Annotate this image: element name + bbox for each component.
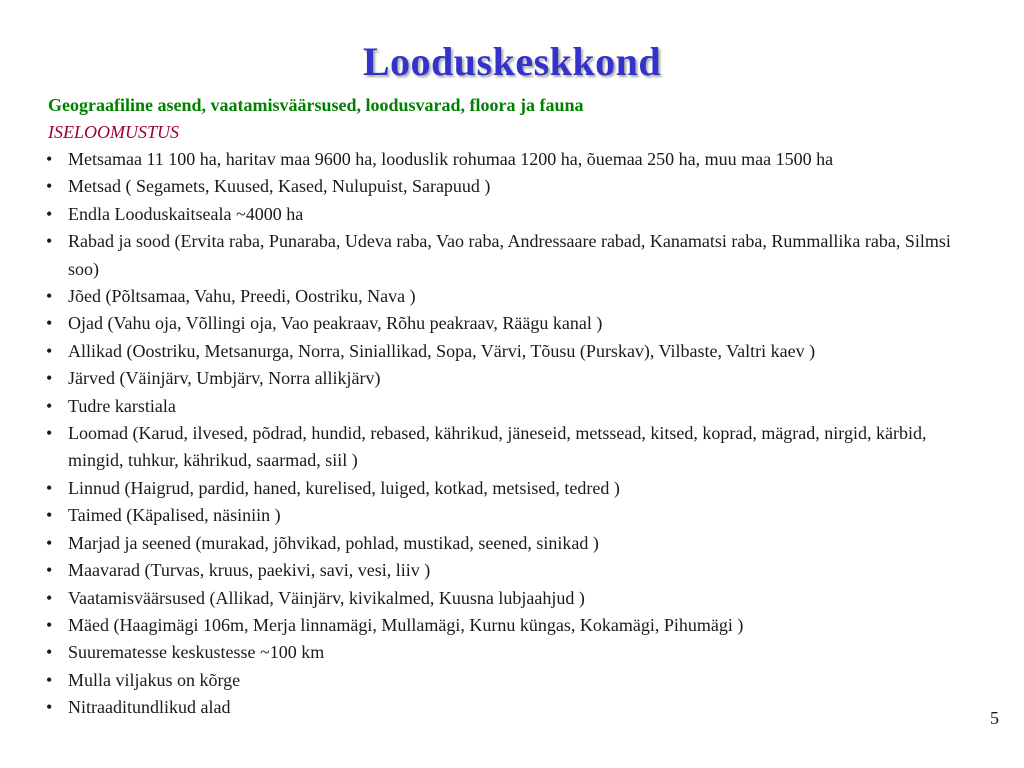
bullet-icon: • xyxy=(46,587,53,608)
bullet-text: Metsamaa 11 100 ha, haritav maa 9600 ha, looduslik rohumaa 1200 ha, õuemaa 250 ha, muu maa 1500 ha xyxy=(68,149,834,169)
bullet-item xyxy=(46,146,976,173)
bullet-text: Linnud (Haigrud, pardid, haned, kurelised, luiged, kotkad, metsised, tedred ) xyxy=(68,477,620,498)
bullet-item xyxy=(46,475,976,502)
page-number: 5 xyxy=(990,708,999,728)
bullet-icon: • xyxy=(46,477,53,498)
bullet-icon: • xyxy=(46,149,53,169)
bullet-item xyxy=(46,612,976,639)
bullet-icon: • xyxy=(46,614,53,635)
section-heading: ISELOOMUSTUS xyxy=(48,122,180,142)
bullet-item xyxy=(46,228,976,283)
bullet-item xyxy=(46,310,976,337)
bullet-icon: • xyxy=(46,313,53,334)
bullet-text: Mulla viljakus on kõrge xyxy=(68,669,241,690)
slide-title: Looduskeskkond xyxy=(362,39,662,84)
bullet-item xyxy=(46,667,976,694)
bullet-icon: • xyxy=(46,340,53,361)
bullet-icon: • xyxy=(46,231,53,252)
bullet-item xyxy=(46,557,976,584)
bullet-text: Mäed (Haagimägi 106m, Merja linnamägi, Mullamägi, Kurnu küngas, Kokamägi, Pihumägi ) xyxy=(68,614,744,635)
bullet-text: Marjad ja seened (murakad, jõhvikad, pohlad, mustikad, seened, sinikad ) xyxy=(68,532,599,553)
bullet-icon: • xyxy=(46,368,53,389)
bullet-item xyxy=(46,173,976,200)
bullet-text: Tudre karstiala xyxy=(68,395,176,416)
bullet-icon: • xyxy=(46,532,53,553)
bullet-item xyxy=(46,639,976,666)
bullet-icon: • xyxy=(46,203,53,224)
bullet-text: Järved (Väinjärv, Umbjärv, Norra allikjärv) xyxy=(68,368,381,389)
bullet-icon: • xyxy=(46,697,53,718)
bullet-icon: • xyxy=(46,505,53,526)
bullet-item xyxy=(46,201,976,228)
bullet-text: Metsad ( Segamets, Kuused, Kased, Nulupuist, Sarapuud ) xyxy=(68,176,491,197)
bullet-item xyxy=(46,283,976,310)
bullet-text: Endla Looduskaitseala ~4000 ha xyxy=(68,203,304,224)
bullet-text: Jõed (Põltsamaa, Vahu, Preedi, Oostriku, Nava ) xyxy=(68,286,416,307)
bullet-icon: • xyxy=(46,560,53,581)
bullet-item xyxy=(46,338,976,365)
bullet-text: Maavarad (Turvas, kruus, paekivi, savi, vesi, liiv ) xyxy=(68,560,431,581)
bullet-icon: • xyxy=(46,176,53,197)
bullet-text: Rabad ja sood (Ervita raba, Punaraba, Udeva raba, Vao raba, Andressaare rabad, Kanamatsi raba, Rummallika raba, Silmsi soo) xyxy=(68,231,951,279)
bullet-text: Suurematesse keskustesse ~100 km xyxy=(68,642,325,663)
bullet-item xyxy=(46,502,976,529)
bullet-item xyxy=(46,365,976,392)
bullet-icon: • xyxy=(46,423,53,444)
bullet-text: Loomad (Karud, ilvesed, põdrad, hundid, rebased, kährikud, jäneseid, metssead, kitsed, koprad, mägrad, nirgid, kärbid, mingid, tuhkur, kährikud, saarmad, siil ) xyxy=(68,423,927,471)
bullet-icon: • xyxy=(46,286,53,307)
bullet-icon: • xyxy=(46,395,53,416)
bullet-icon: • xyxy=(46,642,53,663)
bullet-item xyxy=(46,585,976,612)
bullet-text: Ojad (Vahu oja, Võllingi oja, Vao peakraav, Rõhu peakraav, Räägu kanal ) xyxy=(68,313,603,334)
slide-subtitle: Geograafiline asend, vaatamisväärsused, loodusvarad, floora ja fauna xyxy=(48,95,584,115)
bullet-item xyxy=(46,393,976,420)
bullet-text: Allikad (Oostriku, Metsanurga, Norra, Siniallikad, Sopa, Värvi, Tõusu (Purskav), Vilbaste, Valtri kaev ) xyxy=(68,340,816,361)
bullet-text: Taimed (Käpalised, näsiniin ) xyxy=(68,505,281,526)
bullet-text: Vaatamisväärsused (Allikad, Väinjärv, kivikalmed, Kuusna lubjaahjud ) xyxy=(68,587,585,608)
bullet-item xyxy=(46,420,976,475)
bullet-icon: • xyxy=(46,669,53,690)
bullet-text: Nitraaditundlikud alad xyxy=(68,697,231,718)
bullet-item xyxy=(46,530,976,557)
bullet-item xyxy=(46,694,976,721)
bullet-list xyxy=(46,146,976,722)
